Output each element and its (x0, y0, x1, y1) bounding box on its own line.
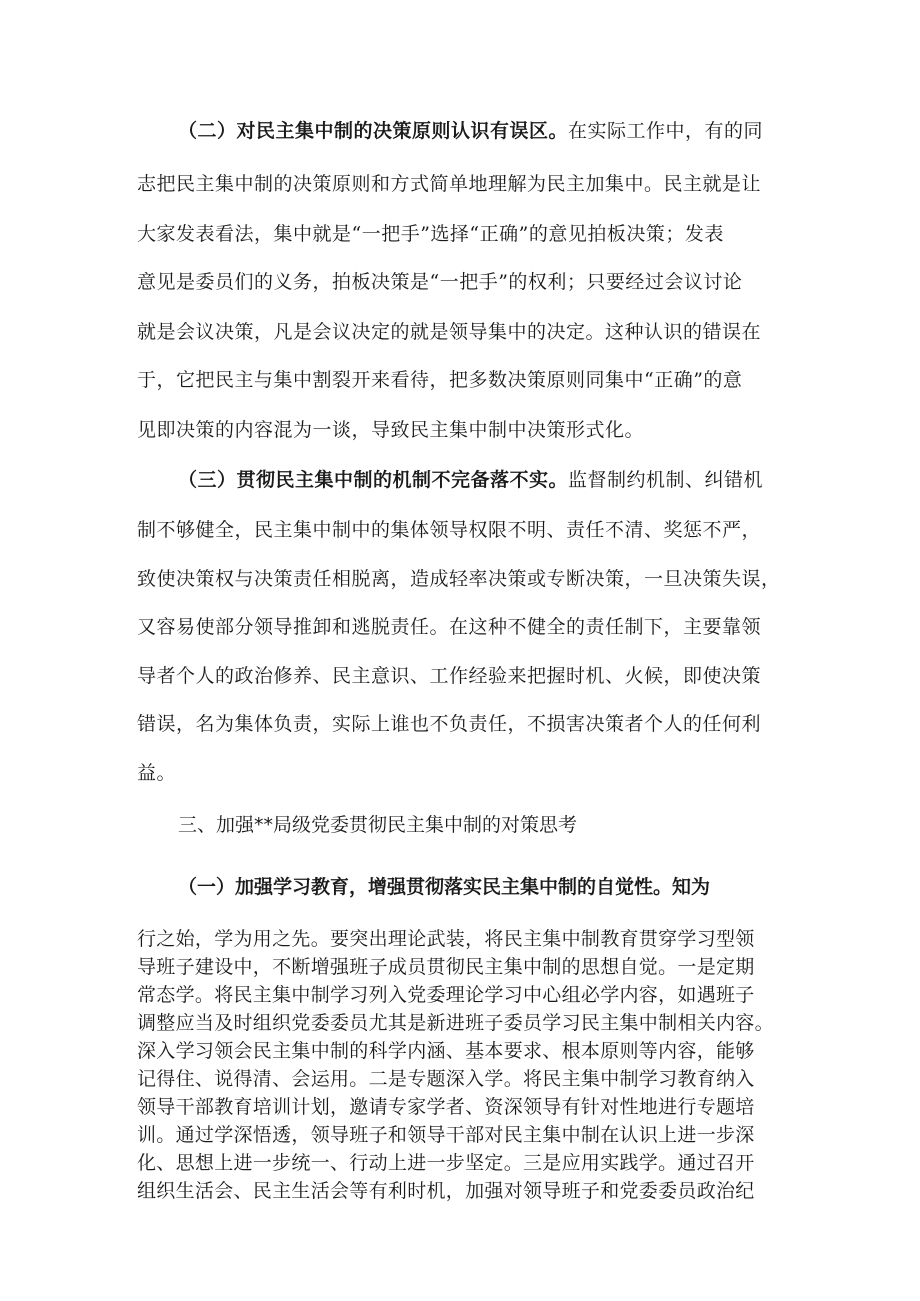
part-3-heading: 三、加强**局级党委贯彻民主集中制的对策思考 (178, 814, 578, 836)
paragraph-line: 组织生活会、民主生活会等有利时机，加强对领导班子和党委委员政治纪 (137, 1180, 755, 1202)
paragraph-line: 益。 (137, 762, 177, 784)
paragraph-line: 意见是委员们的义务，拍板决策是“一把手”的权利；只要经过会议讨论 (137, 271, 743, 293)
paragraph-line: 致使决策权与决策责任相脱离，造成轻率决策或专断决策，一旦决策失误， (137, 568, 781, 590)
paragraph-line: 记得住、说得清、会运用。二是专题深入学。将民主集中制学习教育纳入 (137, 1068, 755, 1090)
section-3-first-line (178, 468, 763, 492)
paragraph-line: 深入学习领会民主集中制的科学内涵、基本要求、根本原则等内容，能够 (137, 1040, 755, 1062)
section-2-first-line (178, 119, 763, 143)
paragraph-line: 领导干部教育培训计划，邀请专家学者、资深领导有针对性地进行专题培 (137, 1096, 755, 1118)
paragraph-line: 导班子建设中，不断增强班子成员贯彻民主集中制的思想自觉。一是定期 (137, 956, 755, 978)
paragraph-line: 导者个人的政治修养、民主意识、工作经验来把握时机、火候，即使决策 (137, 665, 762, 687)
section-3-heading: （三）贯彻民主集中制的机制不完备落不实。 (178, 469, 569, 491)
section-1-heading: （一）加强学习教育，增强贯彻落实民主集中制的自觉性。知为 (178, 876, 711, 898)
paragraph-line: 见即决策的内容混为一谈，导致民主集中制中决策形式化。 (137, 419, 645, 441)
section-2-heading: （二）对民主集中制的决策原则认识有误区。 (178, 120, 569, 142)
paragraph-text: 监督制约机制、纠错机 (568, 469, 764, 491)
paragraph-line: 制不够健全，民主集中制中的集体领导权限不明、责任不清、奖惩不严， (137, 519, 762, 541)
paragraph-line: 于，它把民主与集中割裂开来看待，把多数决策原则同集中“正确”的意 (137, 369, 743, 391)
paragraph-line: 训。通过学深悟透，领导班子和领导干部对民主集中制在认识上进一步深 (137, 1124, 755, 1146)
paragraph-line: 错误，名为集体负责，实际上谁也不负责任，不损害决策者个人的任何利 (137, 713, 762, 735)
paragraph-text: 在实际工作中，有的同 (568, 120, 764, 142)
paragraph-line: 就是会议决策，凡是会议决定的就是领导集中的决定。这种认识的错误在 (137, 321, 762, 343)
paragraph-line: 大家发表看法，集中就是“一把手”选择“正确”的意见拍板决策；发表 (137, 223, 724, 245)
paragraph-line: 行之始，学为用之先。要突出理论武装，将民主集中制教育贯穿学习型领 (137, 928, 755, 950)
paragraph-line: 又容易使部分领导推卸和逃脱责任。在这种不健全的责任制下，主要靠领 (137, 616, 762, 638)
paragraph-line: 化、思想上进一步统一、行动上进一步坚定。三是应用实践学。通过召开 (137, 1152, 755, 1174)
paragraph-line: 常态学。将民主集中制学习列入党委理论学习中心组必学内容，如遇班子 (137, 984, 755, 1006)
paragraph-line: 调整应当及时组织党委委员尤其是新进班子委员学习民主集中制相关内容。 (137, 1012, 774, 1034)
paragraph-line: 志把民主集中制的决策原则和方式简单地理解为民主加集中。民主就是让 (137, 173, 762, 195)
